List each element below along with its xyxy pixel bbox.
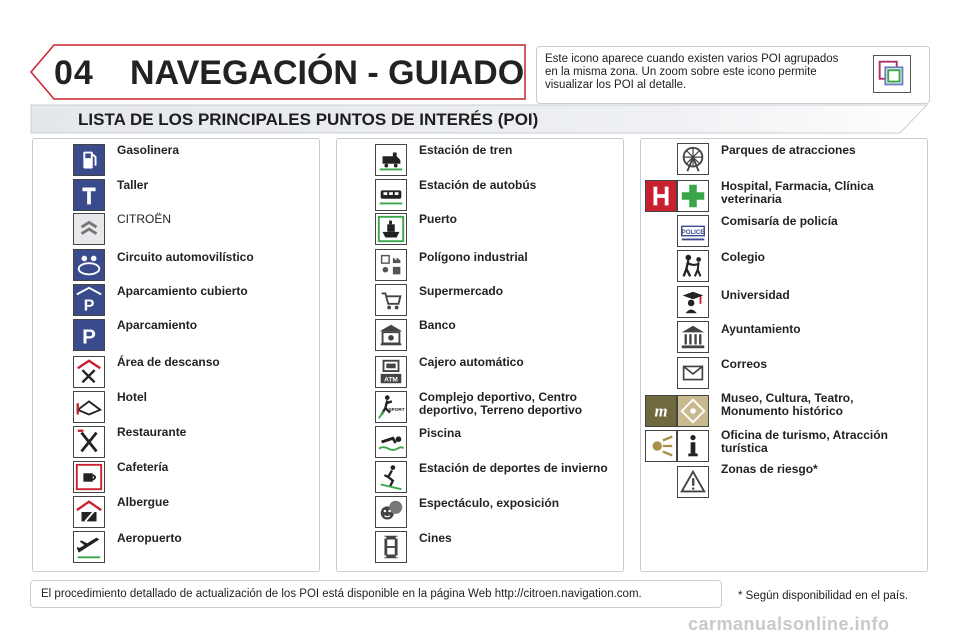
chapter-number: 04 xyxy=(54,54,94,92)
sport-sign-text: SPORT xyxy=(388,406,405,412)
hotel-bed-icon xyxy=(73,391,105,423)
skier-icon xyxy=(375,461,407,493)
poi-label: Circuito automovilístico xyxy=(117,250,254,264)
tourist-attraction-icon xyxy=(645,430,677,462)
hospital-icon xyxy=(645,180,677,212)
poi-label: Aparcamiento cubierto xyxy=(117,284,248,298)
poi-panel-2 xyxy=(336,138,624,572)
industrial-icon xyxy=(375,249,407,281)
swimmer-icon xyxy=(375,426,407,458)
poi-label: Polígono industrial xyxy=(419,250,528,264)
sport-icon xyxy=(375,391,407,423)
poi-label: Estación de autobús xyxy=(419,178,537,192)
poi-label: Área de descanso xyxy=(117,355,220,369)
museum-icon xyxy=(645,395,677,427)
poi-label: Hospital, Farmacia, Clínica veterinaria xyxy=(721,179,874,206)
warning-triangle-icon xyxy=(677,466,709,498)
coffee-cup-icon xyxy=(73,461,105,493)
parking-icon xyxy=(73,319,105,351)
atm-icon xyxy=(375,356,407,388)
hostel-icon xyxy=(73,496,105,528)
rest-area-icon xyxy=(73,356,105,388)
police-icon xyxy=(677,215,709,247)
poi-label: Cajero automático xyxy=(419,355,524,369)
chapter-title: NAVEGACIÓN - GUIADO xyxy=(130,54,525,92)
school-children-icon xyxy=(677,250,709,282)
covered-parking-icon xyxy=(73,284,105,316)
police-sign-text: POLICE xyxy=(681,228,705,236)
university-icon xyxy=(677,286,709,318)
poi-label: CITROËN xyxy=(117,212,171,226)
train-icon xyxy=(375,144,407,176)
footnote: * Según disponibilidad en el país. xyxy=(738,590,909,602)
svg-text:P: P xyxy=(82,325,96,349)
footer-box xyxy=(30,580,722,608)
poi-label: Cafetería xyxy=(117,460,169,474)
svg-text:P: P xyxy=(83,297,95,315)
poi-label: Aparcamiento xyxy=(117,318,198,332)
poi-label: Zonas de riesgo* xyxy=(721,462,818,476)
poi-label: Banco xyxy=(419,318,456,332)
poi-label: Estación de deportes de invierno xyxy=(419,461,608,475)
tourist-info-icon xyxy=(677,430,709,462)
poi-label: Correos xyxy=(721,357,768,371)
bus-icon xyxy=(375,179,407,211)
poi-label: Supermercado xyxy=(419,284,504,298)
poi-label: Gasolinera xyxy=(117,143,180,157)
monument-icon xyxy=(677,395,709,427)
restaurant-icon xyxy=(73,426,105,458)
poi-panel-1 xyxy=(32,138,320,572)
poi-label: Comisaría de policía xyxy=(721,214,838,228)
poi-label: Colegio xyxy=(721,250,765,264)
watermark: carmanualsonline.info xyxy=(688,614,890,634)
poi-label: Cines xyxy=(419,531,452,545)
poi-label: Ayuntamiento xyxy=(721,322,801,336)
section-title: LISTA DE LOS PRINCIPALES PUNTOS DE INTERÉS (POI) xyxy=(78,110,539,129)
poi-label: Albergue xyxy=(117,495,170,509)
shopping-cart-icon xyxy=(375,284,407,316)
ship-icon xyxy=(375,213,407,245)
poi-label: Hotel xyxy=(117,390,147,404)
poi-label: Piscina xyxy=(419,426,462,440)
envelope-icon xyxy=(677,357,709,389)
film-icon xyxy=(375,531,407,563)
airplane-icon xyxy=(73,531,105,563)
poi-panel-3 xyxy=(640,138,928,572)
fuel-pump-icon xyxy=(73,144,105,176)
poi-label: Estación de tren xyxy=(419,143,513,157)
svg-text:m: m xyxy=(654,401,668,421)
poi-label: Espectáculo, exposición xyxy=(419,496,560,510)
info-text: Este icono aparece cuando existen varios POI agrupados en la misma zona. Un zoom sobre este icono permite visualizar los POI al detalle. xyxy=(545,53,839,91)
poi-label: Restaurante xyxy=(117,425,187,439)
poi-label: Parques de atracciones xyxy=(721,143,856,157)
info-box xyxy=(536,46,930,104)
pharmacy-cross-icon xyxy=(677,180,709,212)
poi-label: Museo, Cultura, Teatro, Monumento histórico xyxy=(721,391,854,418)
poi-label: Oficina de turismo, Atracción turística xyxy=(721,428,888,455)
poi-label: Universidad xyxy=(721,288,790,302)
bank-icon xyxy=(375,319,407,351)
garage-icon xyxy=(73,179,105,211)
theater-masks-icon xyxy=(375,496,407,528)
ferris-wheel-icon xyxy=(677,143,709,175)
poi-label: Aeropuerto xyxy=(117,531,182,545)
grouped-poi-icon xyxy=(873,55,911,93)
citroen-logo-icon xyxy=(73,213,105,245)
atm-sign-text: ATM xyxy=(384,376,398,384)
footer-text: El procedimiento detallado de actualización de los POI está disponible en la página Web http://citroen.navigation.com. xyxy=(41,588,642,600)
race-circuit-icon xyxy=(73,249,105,281)
poi-label: Complejo deportivo, Centro deportivo, Terreno deportivo xyxy=(419,390,583,417)
poi-label: Puerto xyxy=(419,212,458,226)
town-hall-icon xyxy=(677,321,709,353)
poi-label: Taller xyxy=(117,178,149,192)
